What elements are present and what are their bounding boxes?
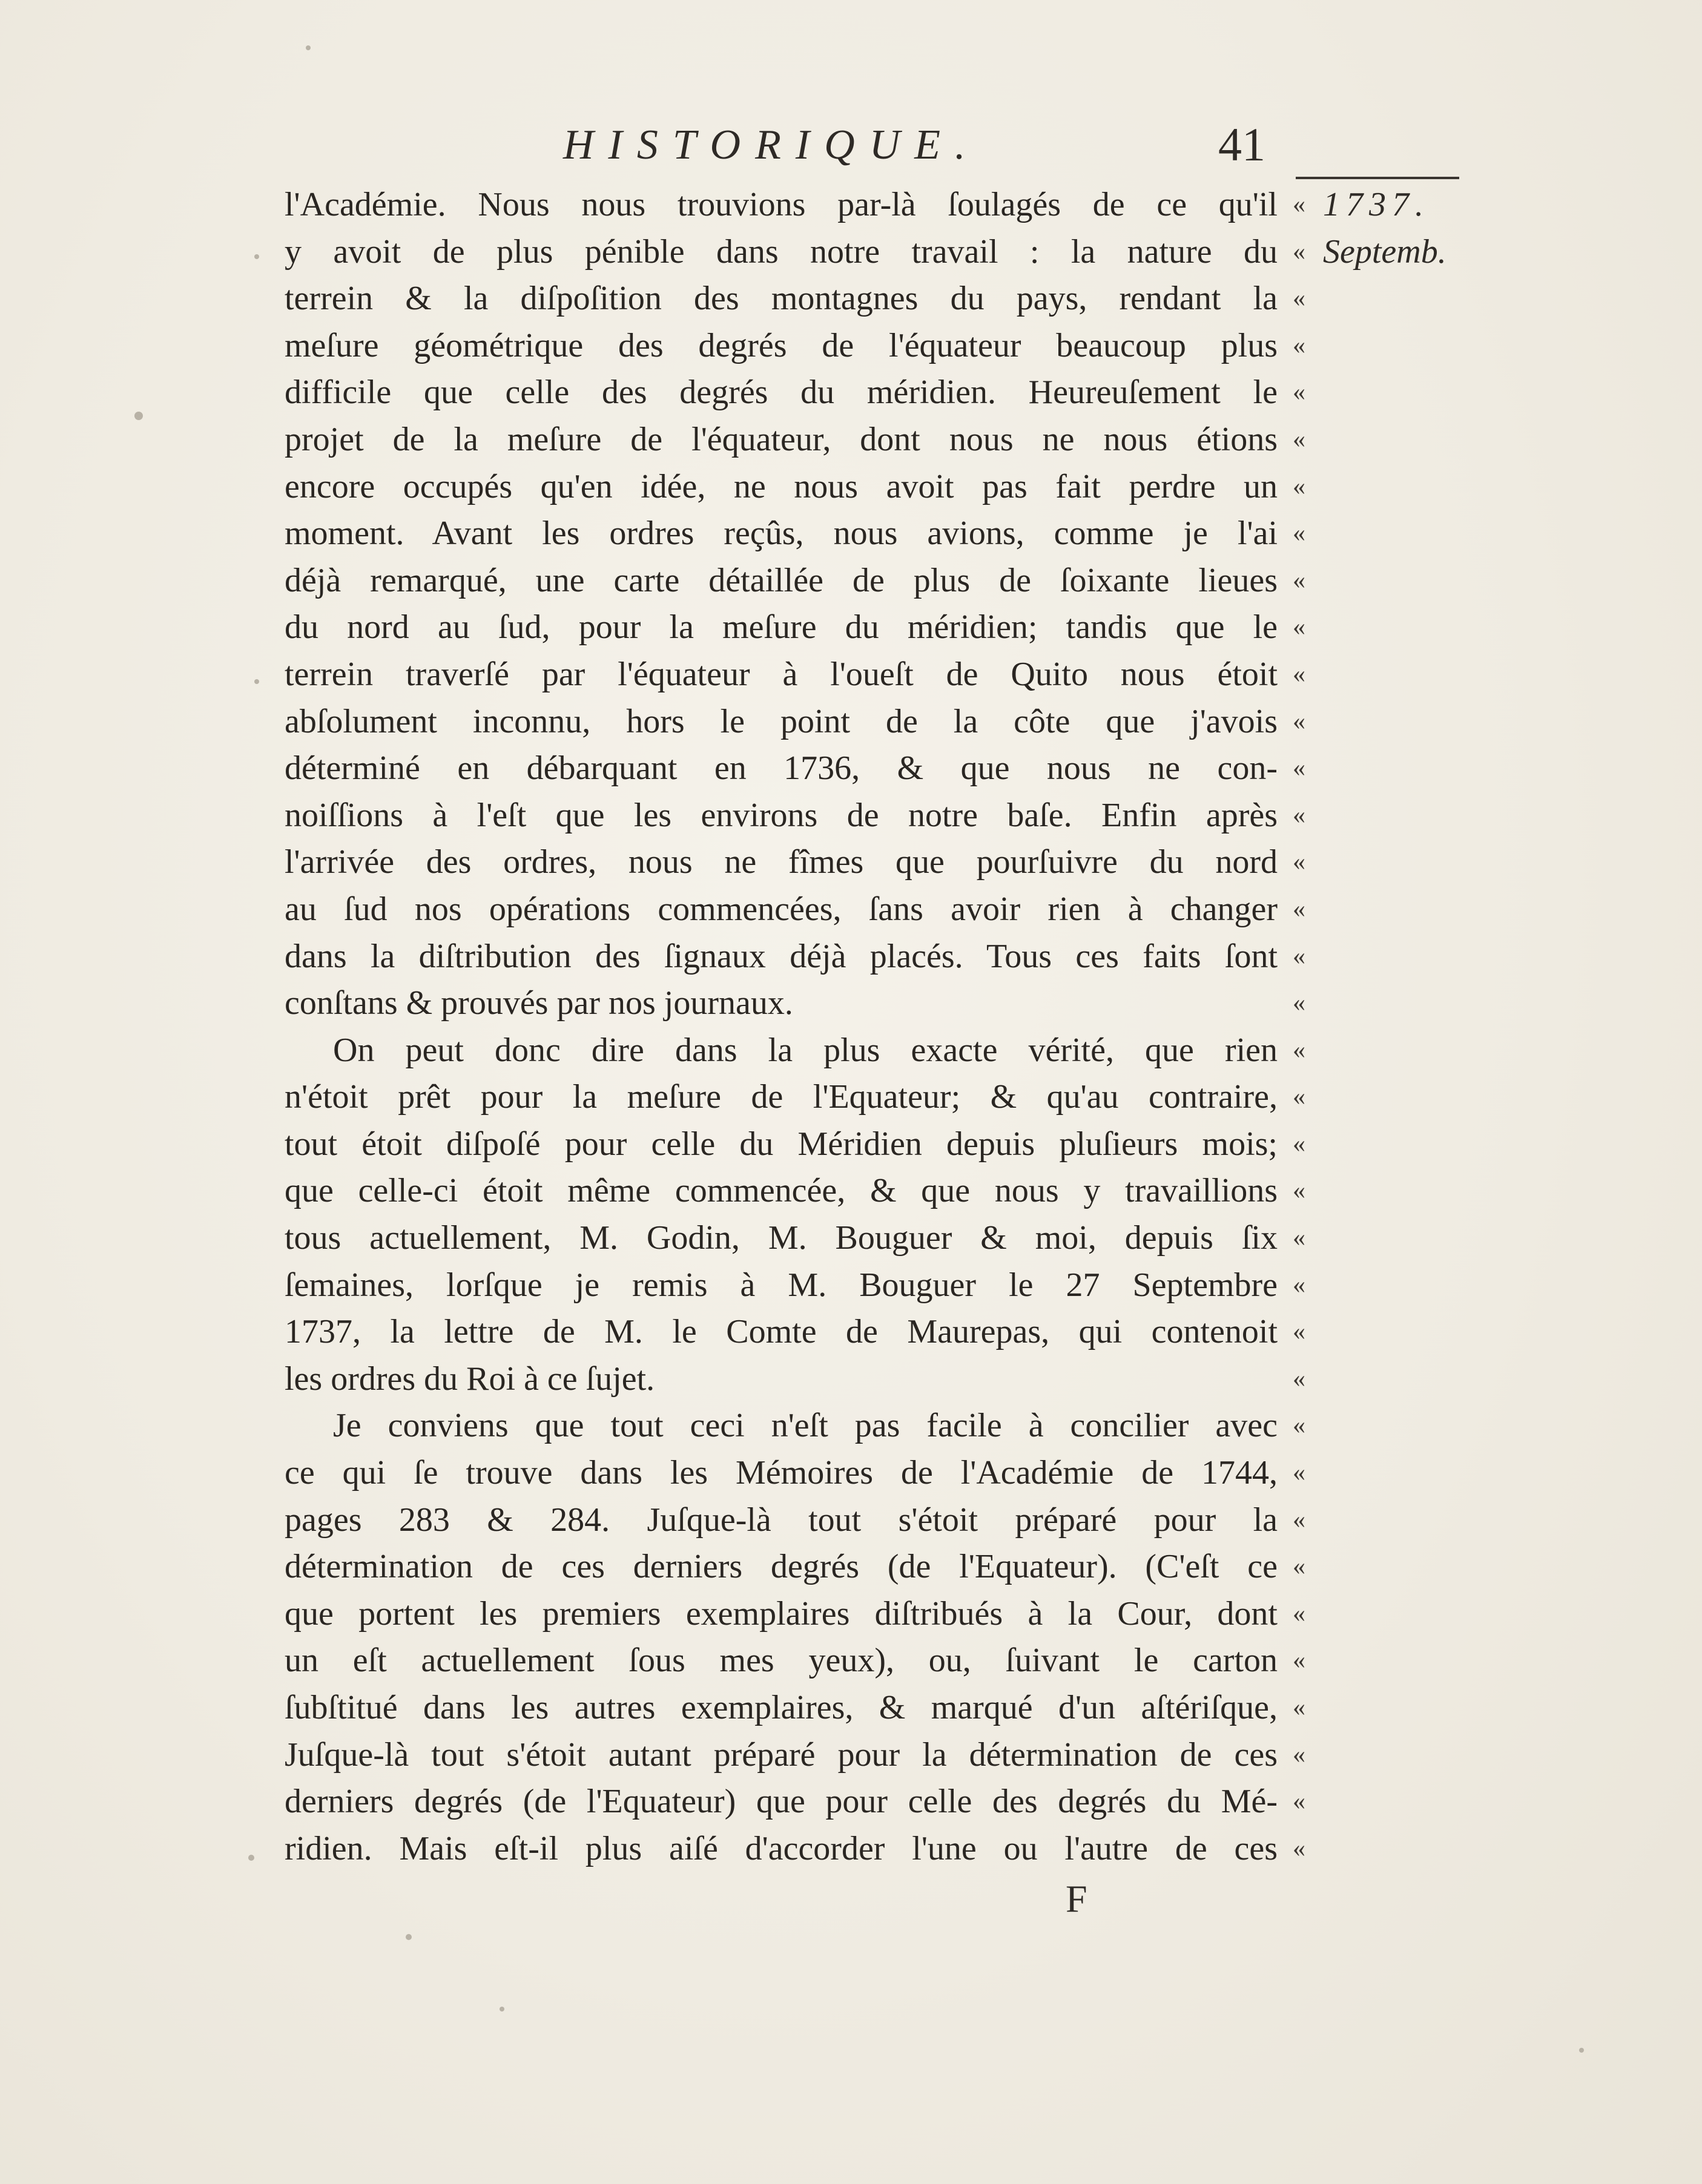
quote-mark: «: [1293, 378, 1305, 407]
quote-mark: «: [1293, 1459, 1305, 1487]
quote-mark: «: [1293, 1036, 1305, 1064]
text-line: dans la diſtribution des ſignaux déjà placés. Tous ces faits ſont: [285, 937, 1278, 975]
quote-mark: «: [1293, 1646, 1305, 1675]
paper-speck: [254, 679, 259, 684]
paper-speck: [1579, 2048, 1584, 2053]
quote-mark: «: [1293, 1224, 1305, 1252]
text-line: déjà remarqué, une carte détaillée de plus de ſoixante lieues: [285, 561, 1278, 599]
text-line: détermination de ces derniers degrés (de l'Equateur). (C'eſt ce: [285, 1548, 1278, 1586]
quote-mark: «: [1293, 1694, 1305, 1722]
text-line: l'Académie. Nous nous trouvions par-là ſoulagés de ce qu'il: [285, 186, 1278, 223]
quotation-marks-column: [1293, 182, 1317, 1872]
quote-mark: «: [1293, 1788, 1305, 1816]
text-line: encore occupés qu'en idée, ne nous avoit pas fait perdre un: [285, 467, 1278, 505]
text-line: tout étoit diſpoſé pour celle du Méridien depuis pluſieurs mois;: [285, 1125, 1278, 1163]
text-line: que portent les premiers exemplaires diſtribués à la Cour, dont: [285, 1594, 1278, 1633]
quote-mark: «: [1293, 1318, 1305, 1346]
quote-mark: «: [1293, 989, 1305, 1018]
text-line: terrein & la diſpoſition des montagnes du pays, rendant la: [285, 280, 1278, 318]
header-title: HISTORIQUE.: [563, 122, 980, 168]
text-line: ſemaines, lorſque je remis à M. Bouguer le 27 Septembre: [285, 1266, 1278, 1304]
text-line: Je conviens que tout ceci n'eſt pas facile à concilier avec: [333, 1407, 1278, 1445]
paper-speck: [254, 254, 259, 259]
signature-mark: F: [1066, 1877, 1087, 1920]
quote-mark: «: [1293, 425, 1305, 453]
text-line: abſolument inconnu, hors le point de la côte que j'avois: [285, 702, 1278, 740]
text-line: du nord au ſud, pour la meſure du méridien; tandis que le: [285, 608, 1278, 646]
paper-speck: [134, 412, 143, 420]
text-line: ridien. Mais eſt-il plus aiſé d'accorder l'une ou l'autre de ces: [285, 1829, 1278, 1867]
quote-mark: «: [1293, 472, 1305, 501]
running-header: [285, 118, 1284, 176]
text-line: les ordres du Roi à ce ſujet.: [285, 1360, 655, 1398]
text-line: terrein traverſé par l'équateur à l'oueſt de Quito nous étoit: [285, 655, 1278, 693]
page-number: 41: [1218, 118, 1265, 171]
text-line: Juſque-là tout s'étoit autant préparé pour la détermination de ces: [285, 1735, 1278, 1774]
margin-rule: [1296, 177, 1459, 179]
quote-mark: «: [1293, 801, 1305, 829]
quote-mark: «: [1293, 1599, 1305, 1628]
paper-speck: [500, 2007, 504, 2011]
quote-mark: «: [1293, 1834, 1305, 1863]
margin-month: Septemb.: [1323, 233, 1446, 271]
quote-mark: «: [1293, 660, 1305, 688]
quote-mark: «: [1293, 1740, 1305, 1769]
text-line: ce qui ſe trouve dans les Mémoires de l'Académie de 1744,: [285, 1454, 1278, 1492]
quote-mark: «: [1293, 848, 1305, 877]
text-line: conſtans & prouvés par nos journaux.: [285, 984, 793, 1022]
quote-mark: «: [1293, 1130, 1305, 1158]
text-line: 1737, la lettre de M. le Comte de Maurepas, qui contenoit: [285, 1313, 1278, 1351]
text-line: On peut donc dire dans la plus exacte vérité, que rien: [333, 1031, 1278, 1069]
margin-year: 1737.: [1323, 186, 1430, 223]
quote-mark: «: [1293, 754, 1305, 783]
text-line: meſure géométrique des degrés de l'équateur beaucoup plus: [285, 326, 1278, 364]
quote-mark: «: [1293, 566, 1305, 594]
text-line: au ſud nos opérations commencées, ſans avoir rien à changer: [285, 890, 1278, 928]
quote-mark: «: [1293, 1083, 1305, 1111]
text-line: n'étoit prêt pour la meſure de l'Equateur; & qu'au contraire,: [285, 1078, 1278, 1116]
text-line: y avoit de plus pénible dans notre travail : la nature du: [285, 232, 1278, 271]
text-line: que celle-ci étoit même commencée, & que nous y travaillions: [285, 1172, 1278, 1210]
quote-mark: «: [1293, 331, 1305, 360]
quote-mark: «: [1293, 1271, 1305, 1299]
quote-mark: «: [1293, 191, 1305, 219]
quote-mark: «: [1293, 1177, 1305, 1205]
quote-mark: «: [1293, 613, 1305, 642]
text-line: pages 283 & 284. Juſque-là tout s'étoit préparé pour la: [285, 1501, 1278, 1539]
quote-mark: «: [1293, 237, 1305, 266]
text-line: noiſſions à l'eſt que les environs de notre baſe. Enfin après: [285, 796, 1278, 834]
quote-mark: «: [1293, 895, 1305, 923]
text-line: tous actuellement, M. Godin, M. Bouguer & moi, depuis ſix: [285, 1219, 1278, 1257]
quote-mark: «: [1293, 1364, 1305, 1393]
text-line: déterminé en débarquant en 1736, & que nous ne con-: [285, 749, 1278, 788]
text-line: moment. Avant les ordres reçûs, nous avions, comme je l'ai: [285, 515, 1278, 553]
paper-speck: [306, 45, 311, 50]
text-line: difficile que celle des degrés du méridien. Heureuſement le: [285, 373, 1278, 412]
quote-mark: «: [1293, 707, 1305, 735]
paper-speck: [406, 1934, 412, 1940]
text-line: l'arrivée des ordres, nous ne fîmes que pourſuivre du nord: [285, 843, 1278, 881]
text-line: projet de la meſure de l'équateur, dont nous ne nous étions: [285, 420, 1278, 458]
quote-mark: «: [1293, 1553, 1305, 1581]
paper-speck: [248, 1855, 254, 1861]
quote-mark: «: [1293, 1505, 1305, 1534]
quote-mark: «: [1293, 942, 1305, 970]
body-text: [285, 182, 1278, 1872]
text-line: derniers degrés (de l'Equateur) que pour celle des degrés du Mé-: [285, 1783, 1278, 1821]
quote-mark: «: [1293, 1412, 1305, 1440]
text-line: un eſt actuellement ſous mes yeux), ou, ſuivant le carton: [285, 1642, 1278, 1680]
quote-mark: «: [1293, 285, 1305, 313]
quote-mark: «: [1293, 519, 1305, 548]
text-line: ſubſtitué dans les autres exemplaires, & marqué d'un aſtériſque,: [285, 1689, 1278, 1726]
